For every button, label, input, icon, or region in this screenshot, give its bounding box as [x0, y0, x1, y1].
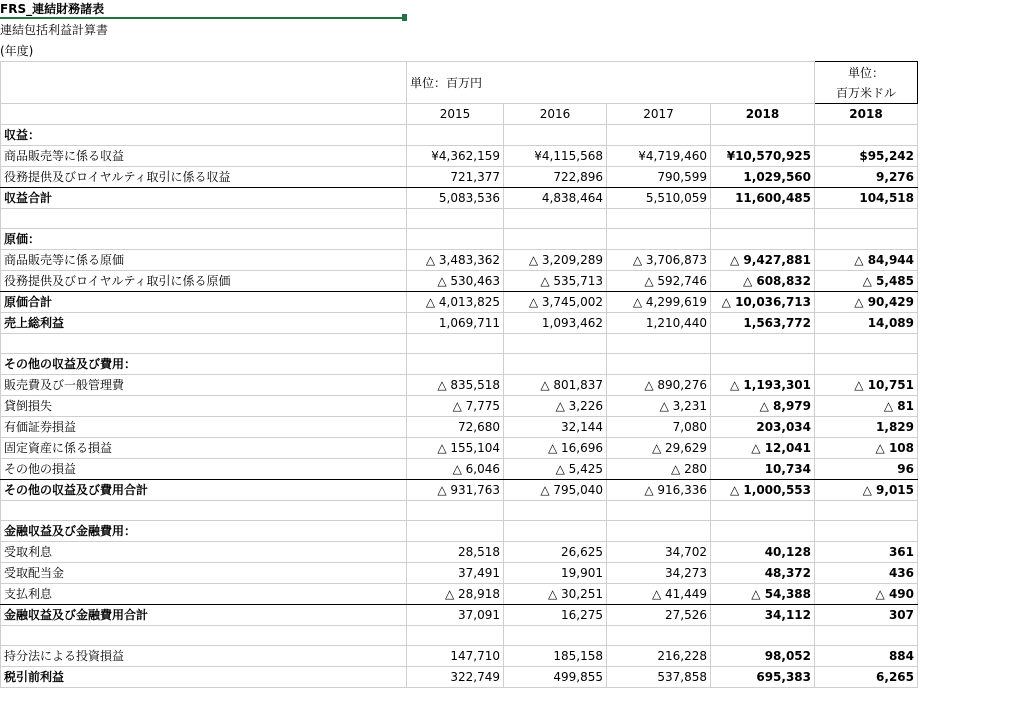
year-header-2015[interactable]: 2015: [407, 104, 504, 125]
value-cell[interactable]: △ 16,696: [504, 438, 607, 459]
value-cell[interactable]: [504, 354, 607, 375]
unit-usd-line1: 単位：: [847, 65, 884, 80]
year-header-2018[interactable]: 2018: [711, 104, 815, 125]
value-cell[interactable]: [711, 229, 815, 250]
value-cell[interactable]: [711, 209, 815, 229]
value-cell[interactable]: △ 3,231: [607, 396, 711, 417]
row-label[interactable]: 固定資産に係る損益: [1, 438, 407, 459]
value-cell[interactable]: △ 84,944: [815, 250, 918, 271]
unit-usd-line2: 百万米ドル: [835, 85, 896, 100]
value-cell[interactable]: [607, 521, 711, 542]
value-cell[interactable]: △ 10,751: [815, 375, 918, 396]
value-cell[interactable]: [607, 229, 711, 250]
value-cell[interactable]: [815, 334, 918, 354]
table-row: [1, 188, 918, 209]
value-cell[interactable]: △ 4,299,619: [607, 292, 711, 313]
value-cell[interactable]: 790,599: [607, 167, 711, 188]
value-cell[interactable]: 436: [815, 563, 918, 584]
value-cell[interactable]: △ 10,036,713: [711, 292, 815, 313]
value-cell[interactable]: 1,069,711: [407, 313, 504, 334]
value-cell[interactable]: △ 5,485: [815, 271, 918, 292]
table-row: [1, 334, 918, 354]
value-cell[interactable]: 34,273: [607, 563, 711, 584]
value-cell[interactable]: △ 490: [815, 584, 918, 605]
row-label[interactable]: 商品販売等に係る原価: [1, 250, 407, 271]
value-cell[interactable]: 34,112: [711, 605, 815, 626]
value-cell[interactable]: 5,510,059: [607, 188, 711, 209]
value-cell[interactable]: △ 795,040: [504, 480, 607, 501]
unit-yen-label[interactable]: 単位：百万円: [407, 62, 815, 104]
value-cell[interactable]: △ 890,276: [607, 375, 711, 396]
table-row: [1, 584, 918, 605]
value-cell[interactable]: 26,625: [504, 542, 607, 563]
row-label[interactable]: 税引前利益: [1, 667, 407, 688]
value-cell[interactable]: [607, 334, 711, 354]
row-label[interactable]: 商品販売等に係る収益: [1, 146, 407, 167]
value-cell[interactable]: [407, 626, 504, 646]
value-cell[interactable]: △ 28,918: [407, 584, 504, 605]
value-cell[interactable]: △ 9,427,881: [711, 250, 815, 271]
row-label[interactable]: [1, 501, 407, 521]
value-cell[interactable]: 28,518: [407, 542, 504, 563]
table-row: [1, 354, 918, 375]
table-row: [1, 667, 918, 688]
value-cell[interactable]: 499,855: [504, 667, 607, 688]
value-cell[interactable]: [711, 521, 815, 542]
value-cell[interactable]: [711, 626, 815, 646]
value-cell[interactable]: △ 535,713: [504, 271, 607, 292]
value-cell[interactable]: [504, 229, 607, 250]
value-cell[interactable]: [504, 521, 607, 542]
value-cell[interactable]: 7,080: [607, 417, 711, 438]
value-cell[interactable]: [815, 521, 918, 542]
value-cell[interactable]: [711, 334, 815, 354]
value-cell[interactable]: 34,702: [607, 542, 711, 563]
year-header-2017[interactable]: 2017: [607, 104, 711, 125]
value-cell[interactable]: △ 835,518: [407, 375, 504, 396]
value-cell[interactable]: ¥10,570,925: [711, 146, 815, 167]
value-cell[interactable]: △ 3,209,289: [504, 250, 607, 271]
value-cell[interactable]: 216,228: [607, 646, 711, 667]
value-cell[interactable]: △ 3,745,002: [504, 292, 607, 313]
fill-handle[interactable]: [402, 14, 407, 21]
row-label[interactable]: 金融収益及び金融費用：: [1, 521, 407, 542]
value-cell[interactable]: △ 530,463: [407, 271, 504, 292]
value-cell[interactable]: △ 90,429: [815, 292, 918, 313]
value-cell[interactable]: △ 608,832: [711, 271, 815, 292]
value-cell[interactable]: 16,275: [504, 605, 607, 626]
row-label[interactable]: [1, 626, 407, 646]
value-cell[interactable]: [504, 334, 607, 354]
value-cell[interactable]: △ 108: [815, 438, 918, 459]
value-cell[interactable]: 40,128: [711, 542, 815, 563]
row-label[interactable]: 有価証券損益: [1, 417, 407, 438]
value-cell[interactable]: 1,093,462: [504, 313, 607, 334]
value-cell[interactable]: △ 6,046: [407, 459, 504, 480]
value-cell[interactable]: [407, 501, 504, 521]
value-cell[interactable]: 104,518: [815, 188, 918, 209]
table-row: [1, 459, 918, 480]
value-cell[interactable]: 4,838,464: [504, 188, 607, 209]
row-label[interactable]: 役務提供及びロイヤルティ取引に係る収益: [1, 167, 407, 188]
value-cell[interactable]: 37,091: [407, 605, 504, 626]
year-header-blank[interactable]: [1, 104, 407, 125]
value-cell[interactable]: △ 3,226: [504, 396, 607, 417]
value-cell[interactable]: 11,600,485: [711, 188, 815, 209]
table-row: [1, 626, 918, 646]
row-label[interactable]: 販売費及び一般管理費: [1, 375, 407, 396]
row-label[interactable]: 売上総利益: [1, 313, 407, 334]
table-row: [1, 146, 918, 167]
table-row: [1, 271, 918, 292]
value-cell[interactable]: 722,896: [504, 167, 607, 188]
value-cell[interactable]: [815, 501, 918, 521]
table-row: [1, 417, 918, 438]
value-cell[interactable]: 537,858: [607, 667, 711, 688]
table-row: [1, 563, 918, 584]
value-cell[interactable]: △ 155,104: [407, 438, 504, 459]
value-cell[interactable]: △ 916,336: [607, 480, 711, 501]
value-cell[interactable]: [504, 501, 607, 521]
row-label[interactable]: その他の収益及び費用合計: [1, 480, 407, 501]
value-cell[interactable]: △ 1,000,553: [711, 480, 815, 501]
value-cell[interactable]: △ 3,706,873: [607, 250, 711, 271]
value-cell[interactable]: [407, 354, 504, 375]
value-cell[interactable]: [504, 209, 607, 229]
header-blank-cell[interactable]: [1, 62, 407, 104]
value-cell[interactable]: 721,377: [407, 167, 504, 188]
value-cell[interactable]: △ 3,483,362: [407, 250, 504, 271]
row-label[interactable]: 受取利息: [1, 542, 407, 563]
value-cell[interactable]: 32,144: [504, 417, 607, 438]
year-header-2018-usd[interactable]: 2018: [815, 104, 918, 125]
row-label[interactable]: その他の収益及び費用：: [1, 354, 407, 375]
income-statement-table: [0, 61, 918, 688]
value-cell[interactable]: [407, 229, 504, 250]
value-cell[interactable]: 884: [815, 646, 918, 667]
table-row: [1, 167, 918, 188]
row-label[interactable]: [1, 334, 407, 354]
row-label[interactable]: 貸倒損失: [1, 396, 407, 417]
value-cell[interactable]: △ 7,775: [407, 396, 504, 417]
value-cell[interactable]: [607, 125, 711, 146]
row-label[interactable]: その他の損益: [1, 459, 407, 480]
value-cell[interactable]: 6,265: [815, 667, 918, 688]
unit-usd-label[interactable]: [815, 62, 918, 104]
table-row: [1, 480, 918, 501]
value-cell[interactable]: [607, 626, 711, 646]
row-label[interactable]: [1, 209, 407, 229]
table-row: [1, 542, 918, 563]
value-cell[interactable]: △ 280: [607, 459, 711, 480]
value-cell[interactable]: $95,242: [815, 146, 918, 167]
value-cell[interactable]: △ 9,015: [815, 480, 918, 501]
value-cell[interactable]: △ 30,251: [504, 584, 607, 605]
document-title[interactable]: FRS_連結財務諸表: [0, 2, 105, 16]
value-cell[interactable]: △ 801,837: [504, 375, 607, 396]
value-cell[interactable]: [815, 209, 918, 229]
row-label[interactable]: 金融収益及び金融費用合計: [1, 605, 407, 626]
value-cell[interactable]: ¥4,719,460: [607, 146, 711, 167]
cell-selection-border: [0, 17, 404, 19]
table-row: [1, 396, 918, 417]
value-cell[interactable]: △ 12,041: [711, 438, 815, 459]
table-row: [1, 605, 918, 626]
value-cell[interactable]: [815, 125, 918, 146]
value-cell[interactable]: [607, 209, 711, 229]
value-cell[interactable]: 1,029,560: [711, 167, 815, 188]
value-cell[interactable]: 695,383: [711, 667, 815, 688]
value-cell[interactable]: [711, 501, 815, 521]
value-cell[interactable]: [407, 521, 504, 542]
value-cell[interactable]: [711, 125, 815, 146]
row-label[interactable]: 支払利息: [1, 584, 407, 605]
period-label[interactable]: (年度): [0, 44, 34, 58]
value-cell[interactable]: [815, 229, 918, 250]
value-cell[interactable]: 72,680: [407, 417, 504, 438]
value-cell[interactable]: [504, 125, 607, 146]
value-cell[interactable]: [607, 501, 711, 521]
table-row: [1, 209, 918, 229]
table-row: [1, 438, 918, 459]
value-cell[interactable]: 307: [815, 605, 918, 626]
table-row: [1, 250, 918, 271]
table-row: [1, 501, 918, 521]
value-cell[interactable]: [815, 626, 918, 646]
value-cell[interactable]: △ 54,388: [711, 584, 815, 605]
value-cell[interactable]: 48,372: [711, 563, 815, 584]
value-cell[interactable]: 147,710: [407, 646, 504, 667]
value-cell[interactable]: 203,034: [711, 417, 815, 438]
value-cell[interactable]: 98,052: [711, 646, 815, 667]
value-cell[interactable]: 1,563,772: [711, 313, 815, 334]
value-cell[interactable]: 14,089: [815, 313, 918, 334]
row-label[interactable]: 収益：: [1, 125, 407, 146]
value-cell[interactable]: ¥4,362,159: [407, 146, 504, 167]
row-label[interactable]: 原価：: [1, 229, 407, 250]
row-label[interactable]: 受取配当金: [1, 563, 407, 584]
table-row: [1, 125, 918, 146]
value-cell[interactable]: 27,526: [607, 605, 711, 626]
value-cell[interactable]: 9,276: [815, 167, 918, 188]
value-cell[interactable]: △ 1,193,301: [711, 375, 815, 396]
row-label[interactable]: 収益合計: [1, 188, 407, 209]
value-cell[interactable]: 19,901: [504, 563, 607, 584]
value-cell[interactable]: 10,734: [711, 459, 815, 480]
value-cell[interactable]: 361: [815, 542, 918, 563]
value-cell[interactable]: △ 29,629: [607, 438, 711, 459]
table-row: [1, 229, 918, 250]
value-cell[interactable]: △ 592,746: [607, 271, 711, 292]
value-cell[interactable]: △ 81: [815, 396, 918, 417]
value-cell[interactable]: △ 5,425: [504, 459, 607, 480]
row-label[interactable]: 原価合計: [1, 292, 407, 313]
value-cell[interactable]: ¥4,115,568: [504, 146, 607, 167]
value-cell[interactable]: 1,829: [815, 417, 918, 438]
value-cell[interactable]: △ 931,763: [407, 480, 504, 501]
table-row: [1, 313, 918, 334]
value-cell[interactable]: 5,083,536: [407, 188, 504, 209]
table-row: [1, 521, 918, 542]
row-label[interactable]: 持分法による投資損益: [1, 646, 407, 667]
table-row: [1, 646, 918, 667]
value-cell[interactable]: 37,491: [407, 563, 504, 584]
value-cell[interactable]: 96: [815, 459, 918, 480]
value-cell[interactable]: △ 4,013,825: [407, 292, 504, 313]
statement-subtitle[interactable]: 連結包括利益計算書: [0, 23, 109, 37]
row-label[interactable]: 役務提供及びロイヤルティ取引に係る原価: [1, 271, 407, 292]
value-cell[interactable]: [815, 354, 918, 375]
value-cell[interactable]: [407, 209, 504, 229]
value-cell[interactable]: △ 8,979: [711, 396, 815, 417]
value-cell[interactable]: [711, 354, 815, 375]
value-cell[interactable]: △ 41,449: [607, 584, 711, 605]
table-row: [1, 292, 918, 313]
value-cell[interactable]: [607, 354, 711, 375]
value-cell[interactable]: [504, 626, 607, 646]
value-cell[interactable]: [407, 334, 504, 354]
value-cell[interactable]: 322,749: [407, 667, 504, 688]
value-cell[interactable]: 1,210,440: [607, 313, 711, 334]
value-cell[interactable]: 185,158: [504, 646, 607, 667]
value-cell[interactable]: [407, 125, 504, 146]
year-header-2016[interactable]: 2016: [504, 104, 607, 125]
table-row: [1, 375, 918, 396]
